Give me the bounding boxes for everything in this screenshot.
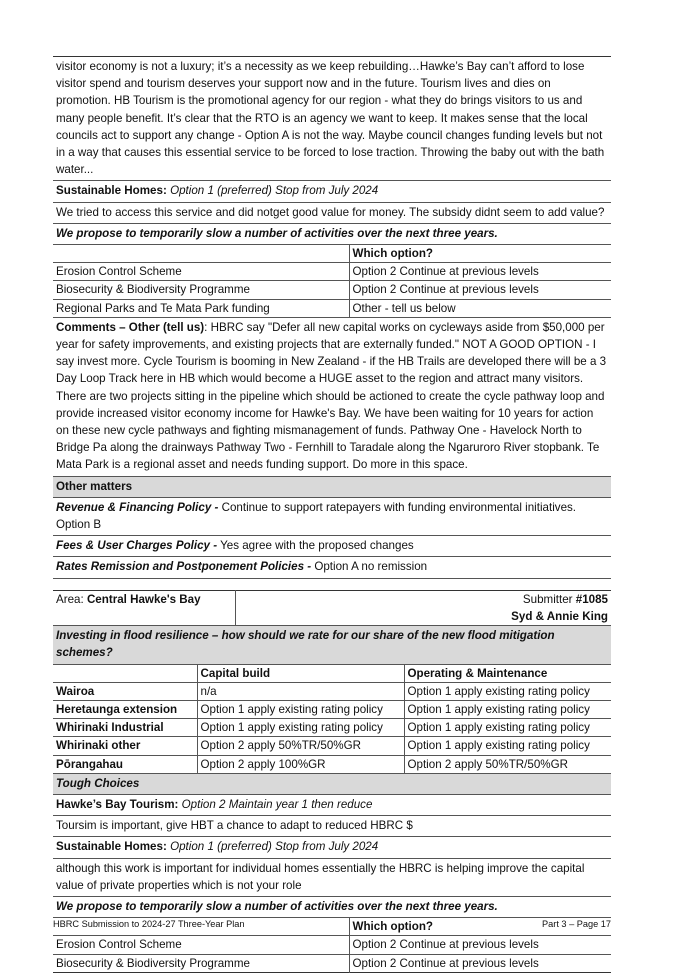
slow-activities-table [53, 244, 611, 317]
operating-option: Option 1 apply existing rating policy [404, 682, 611, 700]
activity-option: Option 2 Continue at previous levels [349, 281, 611, 299]
other-matters-heading: Other matters [53, 476, 611, 497]
fees-policy-label: Fees & User Charges Policy - [56, 539, 218, 553]
scheme-name: Wairoa [53, 682, 197, 700]
hbt-row [53, 794, 611, 815]
activity-name: Erosion Control Scheme [53, 263, 349, 281]
capital-option: Option 1 apply existing rating policy [197, 719, 404, 737]
slow-activities-heading-text: We propose to temporarily slow a number of activities over the next three years. [56, 899, 498, 913]
rates-policy-text: Option A no remission [311, 560, 428, 574]
table-header-option: Which option? [349, 918, 611, 936]
revenue-policy-text: Continue to support ratepayers with funding environmental initiatives. Option B [56, 500, 577, 532]
scheme-name: Heretaunga extension [53, 700, 197, 718]
flood-heading-text: Investing in flood resilience – how should we rate for our share of the new flood mitigation schemes? [56, 629, 555, 660]
area-value: Central Hawke's Bay [86, 592, 201, 606]
activity-name: Erosion Control Scheme [53, 936, 349, 954]
hbt-comment-text: visitor economy is not a luxury; it’s a necessity as we keep rebuilding…Hawke’s Bay can’t afford to lose visitor spend and tourism deserves your support now and in the future. Tourism lives and dies on promotion. HB Tourism is the promotional agency for our region - what they do brings visitors to us and many people benefit. It’s clear that the RTO is an agency we want to keep. It makes sense that the local councils act to support any change - Option A is not the way. Maybe council changes funding levels but not in a way that causes this essential service to be forced to lose traction. Throwing the baby out with the bath water... [56, 60, 605, 177]
flood-table [53, 664, 611, 773]
comments-other-text: : HBRC say "Defer all new capital works on cycleways aside from $50,000 per year for safety improvements, and existing projects that are externally funded." NOT A GOOD OPTION - I say invest more. Cycle Tourism is booming in New Zealand - if the HB Trails are developed there will be a 3 Day Loop Track here in HB which would become a HUGE asset to the region and attract many visitors. There are two projects sitting in the pipeline which should be actioned to create the cycle pathway loop and provide increased visitor economy income for Hawke's Bay. We have been waiting for 10 years for action on these new cycle pathways and fighting mismanagement of funds. Pathway One - Havelock North to Bridge Pa along the drainways Pathway Two - Fernhill to Taradale along the Ngaruroro River stopbank. Te Mata Park is a regional asset and needs funding support. Do more in this space. [56, 320, 607, 472]
activity-name: Regional Parks and Te Mata Park funding [53, 299, 349, 317]
sustainable-homes-comment [53, 202, 611, 223]
tough-choices-heading: Tough Choices [53, 773, 611, 794]
revenue-policy-label: Revenue & Financing Policy - [56, 500, 219, 514]
slow-activities-heading [53, 896, 611, 917]
area-label: Area: [56, 592, 87, 606]
table-row [53, 281, 611, 299]
sustainable-homes-comment-text: We tried to access this service and did notget good value for money. The subsidy didnt seem to add value? [56, 205, 605, 219]
table-row [53, 936, 611, 954]
sustainable-homes-label: Sustainable Homes: [56, 184, 167, 198]
table-row [53, 755, 611, 773]
submission-header [53, 590, 611, 625]
footer-left: HBRC Submission to 2024-27 Three-Year Plan [53, 919, 245, 929]
section-divider [53, 578, 611, 590]
sustainable-homes-comment-text: although this work is important for individual homes essentially the HBRC is helping improve the capital value of private properties which is not your role [56, 861, 585, 892]
hbt-option: Option 2 Maintain year 1 then reduce [181, 797, 373, 811]
scheme-name: Pōrangahau [53, 755, 197, 773]
submitter-label: Submitter [522, 592, 576, 606]
hbt-comment [53, 815, 611, 836]
table-header-option: Which option? [349, 245, 611, 263]
sustainable-homes-option: Option 1 (preferred) Stop from July 2024 [170, 840, 379, 854]
activity-option: Other - tell us below [349, 299, 611, 317]
table-row [53, 954, 611, 972]
capital-option: Option 2 apply 50%TR/50%GR [197, 737, 404, 755]
capital-option: Option 2 apply 100%GR [197, 755, 404, 773]
rates-policy-label: Rates Remission and Postponement Policies - [56, 560, 312, 574]
table-header-row [53, 664, 611, 682]
activity-option: Option 2 Continue at previous levels [349, 263, 611, 281]
hbt-comment-text: Toursim is important, give HBT a chance to adapt to reduced HBRC $ [56, 819, 413, 833]
table-header-activity [53, 245, 349, 263]
comments-other-block [53, 317, 611, 476]
sustainable-homes-label: Sustainable Homes: [56, 840, 167, 854]
activity-option: Option 2 Continue at previous levels [349, 954, 611, 972]
hbt-label: Hawke’s Bay Tourism: [56, 797, 179, 811]
table-header-scheme [53, 664, 197, 682]
table-row [53, 299, 611, 317]
comments-other-label: Comments – Other (tell us) [56, 320, 205, 334]
sustainable-homes-comment [53, 858, 611, 896]
activity-name: Biosecurity & Biodiversity Programme [53, 954, 349, 972]
scheme-name: Whirinaki other [53, 737, 197, 755]
submitter-name: Syd & Annie King [511, 609, 608, 623]
submitter-cell [235, 590, 611, 625]
table-header-row [53, 245, 611, 263]
table-header-operating: Operating & Maintenance [404, 664, 611, 682]
table-row [53, 263, 611, 281]
operating-option: Option 1 apply existing rating policy [404, 700, 611, 718]
table-row [53, 737, 611, 755]
page-footer [53, 916, 611, 933]
operating-option: Option 2 apply 50%TR/50%GR [404, 755, 611, 773]
slow-activities-heading [53, 223, 611, 244]
capital-option: Option 1 apply existing rating policy [197, 700, 404, 718]
flood-heading [53, 625, 611, 663]
activity-name: Biosecurity & Biodiversity Programme [53, 281, 349, 299]
operating-option: Option 1 apply existing rating policy [404, 719, 611, 737]
activity-option: Option 2 Continue at previous levels [349, 936, 611, 954]
capital-option: n/a [197, 682, 404, 700]
sustainable-homes-option: Option 1 (preferred) Stop from July 2024 [170, 184, 379, 198]
submitter-number: #1085 [575, 592, 608, 606]
table-row [53, 719, 611, 737]
table-row [53, 682, 611, 700]
sustainable-homes-row [53, 180, 611, 201]
footer-right: Part 3 – Page 17 [542, 919, 611, 929]
area-cell [53, 590, 235, 625]
revenue-policy-row [53, 497, 611, 535]
table-header-capital: Capital build [197, 664, 404, 682]
rates-policy-row [53, 556, 611, 577]
operating-option: Option 1 apply existing rating policy [404, 737, 611, 755]
sustainable-homes-row [53, 836, 611, 857]
scheme-name: Whirinaki Industrial [53, 719, 197, 737]
hbt-comment-continued [53, 56, 611, 180]
document-page [53, 56, 611, 973]
fees-policy-row [53, 535, 611, 556]
table-row [53, 700, 611, 718]
slow-activities-heading-text: We propose to temporarily slow a number of activities over the next three years. [56, 226, 498, 240]
fees-policy-text: Yes agree with the proposed changes [217, 539, 414, 553]
